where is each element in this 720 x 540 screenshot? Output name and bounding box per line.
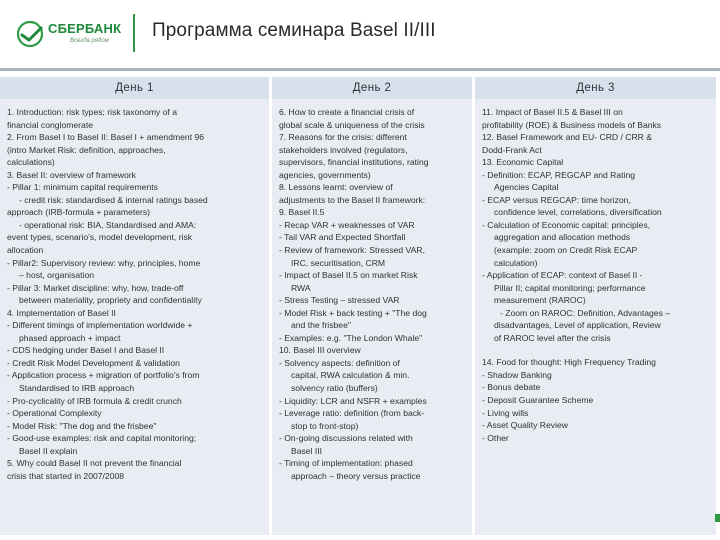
program-line: - Stress Testing – stressed VAR: [279, 295, 400, 306]
program-line: supervisors, financial institutions, rating: [279, 157, 429, 168]
program-line: – host, organisation: [19, 270, 95, 281]
program-table: [0, 77, 716, 535]
program-line: capital, RWA calculation & min.: [291, 370, 410, 381]
program-line: global scale & uniqueness of the crisis: [279, 119, 425, 130]
program-line: 8. Lessons learnt: overview of: [279, 182, 393, 193]
program-line: adjustments to the Basel II framework:: [279, 194, 426, 205]
logo-tagline: Всегда рядом: [70, 38, 109, 44]
program-line: 5. Why could Basel II not prevent the financial: [7, 458, 182, 469]
page-title: Программа семинара Basel II/III: [152, 20, 436, 41]
program-line: - Credit Risk Model Development & validation: [7, 357, 180, 368]
program-line: disadvantages, Level of application, Review: [494, 320, 661, 331]
program-line: - Timing of implementation: phased: [279, 458, 413, 469]
program-line: 11. Impact of Basel II.5 & Basel III on: [482, 107, 623, 117]
program-line: 4. Implementation of Basel II: [7, 307, 116, 318]
program-line: - Calculation of Economic capital: principles,: [482, 219, 651, 230]
program-line: 6. How to create a financial crisis of: [279, 107, 415, 117]
program-line: (example: zoom on Credit Risk ECAP: [494, 245, 638, 256]
program-line: stop to front-stop): [291, 420, 359, 431]
program-line: approach – theory versus practice: [291, 470, 421, 481]
program-line: - Model Risk + back testing + "The dog: [279, 307, 427, 318]
program-line: - Application process + migration of portfolio's from: [7, 370, 200, 381]
logo-name: СБЕРБАНК: [48, 21, 122, 36]
program-line: calculation): [494, 257, 538, 268]
sberbank-logo-icon: [16, 20, 44, 48]
column-divider: [472, 77, 475, 535]
day-1-header: День 1: [0, 77, 269, 99]
corner-marker-icon: [715, 514, 720, 522]
program-line: - operational risk: BIA, Standardised and AMA:: [19, 219, 197, 230]
day-2-content: [272, 99, 472, 535]
program-line: - Good-use examples: risk and capital monitoring;: [7, 433, 197, 444]
program-line: 9. Basel II.5: [279, 207, 325, 218]
program-line: aggregation and allocation methods: [494, 232, 631, 243]
program-line: (intro Market Risk: definition, approaches,: [7, 144, 166, 155]
program-line: - Asset Quality Review: [482, 420, 568, 431]
program-line: - Different timings of implementation worldwide +: [7, 320, 193, 331]
program-line: - Zoom on RAROC: Definition, Advantages –: [500, 307, 671, 318]
program-line: 12. Basel Framework and EU- CRD / CRR &: [482, 132, 653, 143]
program-line: financial conglomerate: [7, 119, 93, 130]
program-line: solvency ratio (buffers): [291, 383, 378, 394]
program-line: stakeholders involved (regulators,: [279, 144, 408, 155]
program-line: - credit risk: standardised & internal ratings based: [19, 194, 208, 205]
program-line: - Definition: ECAP, REGCAP and Rating: [482, 169, 636, 180]
program-line: calculations): [7, 157, 55, 168]
program-line: - Pillar 1: minimum capital requirements: [7, 182, 158, 193]
program-line: - Leverage ratio: definition (from back-: [279, 408, 425, 419]
program-line: - Pillar 3: Market discipline: why, how, trade-off: [7, 282, 184, 293]
day-2-header: День 2: [272, 77, 472, 99]
program-line: - Examples: e.g. "The London Whale": [279, 332, 423, 343]
program-line: - Other: [482, 432, 509, 443]
program-line: allocation: [7, 245, 44, 256]
program-line: - Bonus debate: [482, 382, 541, 393]
program-line: - CDS hedging under Basel I and Basel II: [7, 345, 165, 356]
program-line: crisis that started in 2007/2008: [7, 470, 125, 481]
program-line: - ECAP versus REGCAP: time horizon,: [482, 194, 631, 205]
program-line: RWA: [291, 282, 311, 293]
day-1-content: [0, 99, 269, 535]
program-line: - Living wills: [482, 407, 529, 418]
program-line: and the frisbee": [291, 320, 351, 331]
program-line: - Application of ECAP: context of Basel II -: [482, 270, 643, 281]
program-line: approach (IRB-formula + parameters): [7, 207, 151, 218]
program-line: - Review of framework: Stressed VAR,: [279, 245, 425, 256]
sberbank-logo: [12, 18, 132, 52]
program-line: 1. Introduction: risk types; risk taxonomy of a: [7, 107, 178, 117]
program-line: 14. Food for thought: High Frequency Trading: [482, 357, 656, 368]
program-line: - Pillar2: Supervisory review: why, principles, home: [7, 257, 201, 268]
program-line: of RAROC level after the crisis: [494, 332, 611, 343]
program-line: - Shadow Banking: [482, 369, 552, 380]
program-line: Standardised to IRB approach: [19, 383, 135, 394]
program-line: profitability (ROE) & Business models of Banks: [482, 119, 662, 130]
program-line: - Model Risk: "The dog and the frisbee": [7, 420, 157, 431]
day-3-content: [475, 99, 716, 535]
program-line: Dodd-Frank Act: [482, 144, 542, 155]
program-line: Agencies Capital: [494, 182, 559, 193]
program-line: 7. Reasons for the crisis: different: [279, 132, 407, 143]
program-line: 13. Economic Capital: [482, 157, 564, 168]
program-line: - Pro-cyclicality of IRB formula & credit crunch: [7, 395, 182, 406]
program-line: - Operational Complexity: [7, 408, 102, 419]
column-divider: [269, 77, 272, 535]
header-rule: [0, 68, 720, 71]
header-divider: [133, 14, 135, 52]
program-line: between materiality, propriety and confidentiality: [19, 295, 202, 306]
program-line: - Deposit Guarantee Scheme: [482, 395, 594, 406]
program-line: - On-going discussions related with: [279, 433, 413, 444]
program-line: - Solvency aspects: definition of: [279, 357, 400, 368]
slide-header: [0, 0, 720, 62]
program-line: Pillar II; capital monitoring; performance: [494, 282, 646, 293]
program-line: - Tail VAR and Expected Shortfall: [279, 232, 406, 243]
program-line: - Liquidity: LCR and NSFR + examples: [279, 395, 427, 406]
program-line: confidence level, correlations, diversification: [494, 207, 662, 218]
program-line: IRC, securitisation, CRM: [291, 257, 386, 268]
program-line: - Impact of Basel II.5 on market Risk: [279, 270, 418, 281]
program-line: event types, scenario's, model development, risk: [7, 232, 193, 243]
program-line: 3. Basel II: overview of framework: [7, 169, 136, 180]
program-line: phased approach + impact: [19, 332, 121, 343]
program-line: Basel III: [291, 445, 323, 456]
program-line: measurement (RAROC): [494, 295, 586, 306]
program-line: - Recap VAR + weaknesses of VAR: [279, 219, 415, 230]
program-line: 10. Basel III overview: [279, 345, 361, 356]
program-line: agencies, governments): [279, 169, 371, 180]
program-line: 2. From Basel I to Basel II: Basel I + amendment 96: [7, 132, 205, 143]
program-line: Basel II explain: [19, 445, 78, 456]
day-3-header: День 3: [475, 77, 716, 99]
